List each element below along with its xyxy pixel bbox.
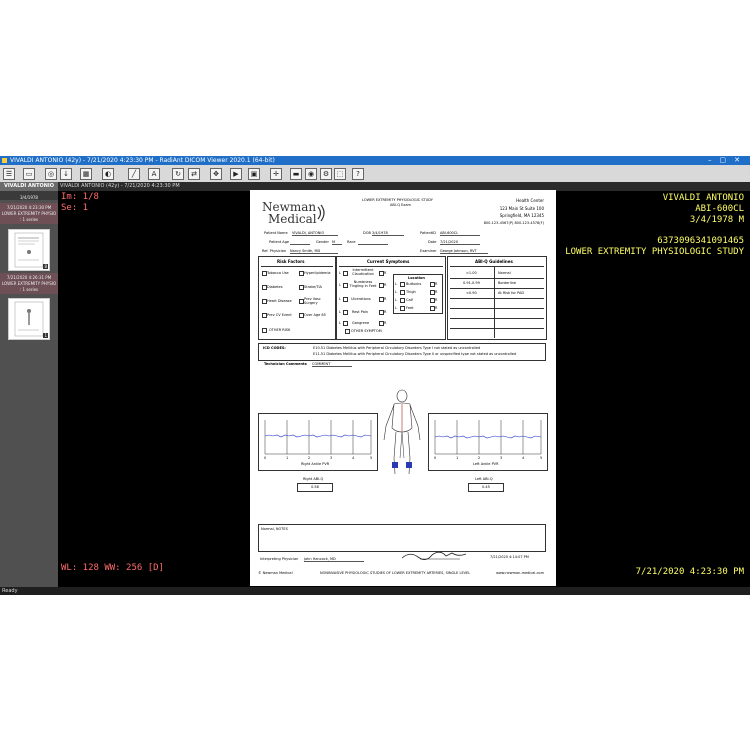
grid-layout-icon[interactable]: ▦ [80, 168, 92, 180]
technician-comment: COMMENT [312, 362, 352, 367]
notes-text: Normal, NOTES [261, 527, 288, 531]
examiner-value: George Johnson, RVT [440, 249, 488, 254]
rotate-icon[interactable]: ↻ [172, 168, 184, 180]
axis-tick: 4 [522, 456, 525, 460]
center-address1: 123 Main St Suite 100 [499, 206, 544, 211]
flip-icon[interactable]: ⇄ [188, 168, 200, 180]
sidebar-birth: 3/4/1978 [20, 195, 38, 200]
series-item[interactable] [0, 203, 58, 224]
close-button[interactable]: ✕ [734, 156, 748, 164]
left-abi-label: Left ABI-Q [475, 477, 493, 481]
overlay-dob-sex: 3/4/1978 M [689, 215, 744, 225]
open-folder-icon[interactable]: ▭ [23, 168, 35, 180]
right-marker: R [435, 298, 438, 302]
logo-wave-icon [316, 204, 328, 222]
series-thumbnail[interactable] [8, 298, 50, 340]
axis-tick: 0 [264, 456, 267, 460]
axis-tick: 2 [478, 456, 481, 460]
risk-item: Over Age 65 [304, 313, 326, 317]
risk-item: Hyperlipidemia [304, 271, 331, 275]
checkbox [343, 321, 348, 326]
axis-tick: 5 [540, 456, 543, 460]
location-item: Calf [406, 298, 413, 302]
date-value: 7/21/2020 [440, 240, 480, 245]
series-count: : 1 series [19, 287, 39, 292]
axis-tick: 1 [456, 456, 459, 460]
window-level-icon[interactable]: ◐ [102, 168, 114, 180]
report-title: LOWER EXTREMITY PHYSIOLOGIC STUDY [362, 198, 433, 202]
center-address2: Springfield, MA 12345 [499, 213, 544, 218]
status-bar [0, 587, 750, 595]
patient-age-label: Patient Age [269, 240, 290, 244]
disc-icon[interactable]: ◎ [45, 168, 57, 180]
window-level: WL: 128 WW: 256 [D] [61, 563, 164, 573]
right-marker: R [384, 297, 387, 301]
patient-name-value: VIVALDI, ANTONIO [292, 231, 338, 236]
image-index: Im: 1/8 [61, 192, 99, 202]
toolbar [0, 165, 750, 183]
series-thumbnail[interactable] [8, 229, 50, 271]
axis-tick: 0 [434, 456, 437, 460]
overlay-accession: 6373096341091465 [657, 236, 744, 246]
axis-tick: 3 [500, 456, 503, 460]
app-icon [2, 158, 7, 163]
right-marker: R [384, 310, 387, 314]
layout-icon[interactable]: ☰ [3, 168, 15, 180]
maximize-button[interactable]: ▢ [719, 156, 735, 164]
right-ankle-pvr-chart [258, 413, 378, 471]
series-desc: LOWER EXTREMITY PHYSIO [1, 281, 57, 286]
patient-age-value [290, 240, 310, 245]
guideline-range: 0.91-0.99 [463, 281, 480, 285]
footer-copyright: © Newman Medical [258, 571, 293, 575]
icd-codes-box [258, 343, 546, 361]
settings-icon[interactable]: ⚙ [320, 168, 332, 180]
text-annotation-icon[interactable]: A [148, 168, 160, 180]
checkbox [262, 328, 267, 333]
risk-item: Stroke/TIA [304, 285, 322, 289]
thumbnail-count: 1 [44, 333, 47, 338]
left-marker: L [339, 283, 341, 287]
axis-tick: 4 [352, 456, 355, 460]
right-ankle-label: Right Ankle PVR [301, 462, 330, 466]
left-marker: L [395, 282, 397, 286]
axis-tick: 5 [370, 456, 373, 460]
guideline-label: Normal [498, 271, 511, 275]
series-desc: LOWER EXTREMITY PHYSIO [1, 211, 57, 216]
axis-tick: 3 [330, 456, 333, 460]
status-text: Ready [2, 588, 18, 594]
risk-item: Prev CV Event [267, 313, 292, 317]
interpreting-physician-name: John Hancock, MD [304, 557, 364, 562]
series-time: 7/21/2020 4:23:30 PM [6, 205, 52, 210]
gender-label: Gender [316, 240, 329, 244]
zoom-icon[interactable]: ◉ [305, 168, 317, 180]
symptom-item: Rest Pain [352, 310, 369, 314]
risk-factors-box [258, 256, 336, 340]
left-marker: L [339, 271, 341, 275]
export-icon[interactable]: ⬚ [334, 168, 346, 180]
symptom-item: Gangrene [352, 321, 370, 325]
symptoms-box [336, 256, 446, 340]
right-marker: R [435, 306, 438, 310]
cine-icon[interactable]: ▶ [230, 168, 242, 180]
risk-item: OTHER RISK [269, 328, 291, 332]
left-marker: L [395, 306, 397, 310]
report-subtitle: ABI-Q Exam [390, 203, 411, 207]
checkbox [400, 298, 405, 303]
left-abi-value: 0.45 [468, 483, 504, 492]
left-marker: L [395, 298, 397, 302]
left-marker: L [395, 290, 397, 294]
overlay-patient-id: ABI-600CL [695, 204, 744, 214]
location-item: Thigh [406, 290, 416, 294]
interpreting-physician-label: Interpreting Physician [260, 557, 299, 561]
checkbox [343, 271, 348, 276]
right-marker: R [384, 271, 387, 275]
title-bar [0, 156, 750, 165]
left-marker: L [339, 297, 341, 301]
risk-item: Tobacco Use [267, 271, 289, 275]
symptom-item: Intermittent Claudication [352, 268, 374, 276]
checkbox [343, 283, 348, 288]
checkbox [400, 282, 405, 287]
risk-item: Diabetes [267, 285, 283, 289]
series-index: Se: 1 [61, 203, 89, 213]
right-marker: R [435, 282, 438, 286]
signature-image [400, 547, 470, 561]
overlay-patient-name: VIVALDI ANTONIO [662, 193, 744, 203]
tab-series[interactable]: VIVALDI ANTONIO (42y) - 7/21/2020 4:23:30 PM [60, 183, 180, 189]
icd-code: E10.51 Diabetes Mellitus with Peripheral Circulatory Disorders Type I not stated as uncontrolled [313, 346, 481, 350]
footer-study-description: NONINVASIVE PHYSIOLOGIC STUDIES OF LOWER EXTREMITY ARTERIES, SINGLE LEVEL [320, 571, 471, 575]
center-phone: 800-123-4567(P) 800-123-4578(F) [483, 221, 544, 225]
guidelines-box [447, 256, 547, 340]
location-box [393, 274, 443, 314]
checkbox [343, 297, 348, 302]
risk-factors-title: Risk Factors [277, 259, 305, 264]
symptoms-title: Current Symptoms [367, 259, 410, 264]
axis-tick: 1 [286, 456, 289, 460]
body-figure-icon [378, 388, 426, 480]
right-marker: R [384, 283, 387, 287]
guidelines-title: ABI-Q Guidelines [475, 259, 513, 264]
right-marker: R [384, 321, 387, 325]
date-label: Date [428, 240, 437, 244]
symptom-item: Numbness Tingling in Feet [349, 280, 377, 288]
risk-item: Heart Disease [267, 299, 292, 303]
left-ankle-label: Left Ankle PVR [473, 462, 499, 466]
dob-value: 3/4/1978 [372, 231, 404, 236]
guideline-range: <0.90 [466, 291, 477, 295]
window-controls [708, 156, 748, 165]
right-abi-value: 0.58 [297, 483, 333, 492]
series-count: : 1 series [19, 217, 39, 222]
patient-name-label: Patient Name [264, 231, 288, 235]
right-marker: R [435, 290, 438, 294]
minimize-button[interactable]: – [708, 156, 720, 164]
left-marker: L [339, 321, 341, 325]
gender-value: M [332, 240, 342, 245]
report-image [250, 190, 556, 586]
footer-website: www.newman-medical.com [495, 571, 544, 575]
race-value [358, 240, 388, 245]
thumbnail-count: 8 [44, 264, 47, 269]
overlay-datetime: 7/21/2020 4:23:30 PM [635, 567, 744, 577]
crosshair-icon[interactable]: ✛ [270, 168, 282, 180]
checkbox [345, 329, 350, 334]
guideline-label: At Risk for PAD [498, 291, 525, 295]
patientid-label: PatientID [420, 231, 436, 235]
risk-item: Prev Vasc Surgery [304, 297, 321, 305]
measure-icon[interactable]: ╱ [128, 168, 140, 180]
ref-physician-value: Nancy Smith, MD [290, 249, 338, 254]
symptom-item: Ulcerations [351, 297, 371, 301]
right-abi-label: Right ABI-Q [303, 477, 324, 481]
signed-timestamp: 7/21/2020 4:14:07 PM [490, 555, 529, 559]
dob-label: DOB [363, 231, 371, 235]
technician-comments-label: Technician Comments [264, 362, 307, 366]
download-icon[interactable]: ↓ [60, 168, 72, 180]
patientid-value: ABI-600CL [440, 231, 480, 236]
icd-code: E11.51 Diabetes Mellitus with Peripheral Circulatory Disorders Type II or unspecified type not stated as uncontrolled [313, 352, 517, 356]
location-item: Feet [406, 306, 414, 310]
axis-tick: 2 [308, 456, 311, 460]
location-title: Location [408, 276, 425, 280]
tab-patient[interactable]: VIVALDI ANTONIO [0, 182, 58, 191]
checkbox [343, 310, 348, 315]
overlay-study: LOWER EXTREMITY PHYSIOLOGIC STUDY [565, 247, 744, 257]
icd-label: ICD CODES: [263, 346, 286, 350]
examiner-label: Examiner [420, 249, 437, 253]
guideline-range: >1.00 [466, 271, 477, 275]
logo-newman: Newman [262, 200, 317, 214]
checkbox [400, 306, 405, 311]
location-item: Buttocks [406, 282, 422, 286]
left-marker: L [339, 310, 341, 314]
race-label: Race [347, 240, 356, 244]
guideline-label: Borderline [498, 281, 517, 285]
series-item[interactable] [0, 273, 58, 294]
series-sidebar [0, 191, 58, 587]
film-icon[interactable]: ▬ [290, 168, 302, 180]
mpr-icon[interactable]: ▣ [248, 168, 260, 180]
symptom-other: OTHER SYMPTOM [351, 329, 382, 333]
pan-icon[interactable]: ✥ [210, 168, 222, 180]
checkbox [400, 290, 405, 295]
help-icon[interactable]: ? [352, 168, 364, 180]
series-time: 7/21/2020 4:26:31 PM [6, 275, 52, 280]
window-title: VIVALDI ANTONIO (42y) - 7/21/2020 4:23:30 PM - RadiAnt DICOM Viewer 2020.1 (64-bit) [10, 157, 275, 164]
left-ankle-pvr-chart [428, 413, 548, 471]
logo-medical: Medical [268, 212, 317, 226]
ref-physician-label: Ref. Physician [262, 249, 287, 253]
center-name: Health Center [516, 198, 544, 203]
